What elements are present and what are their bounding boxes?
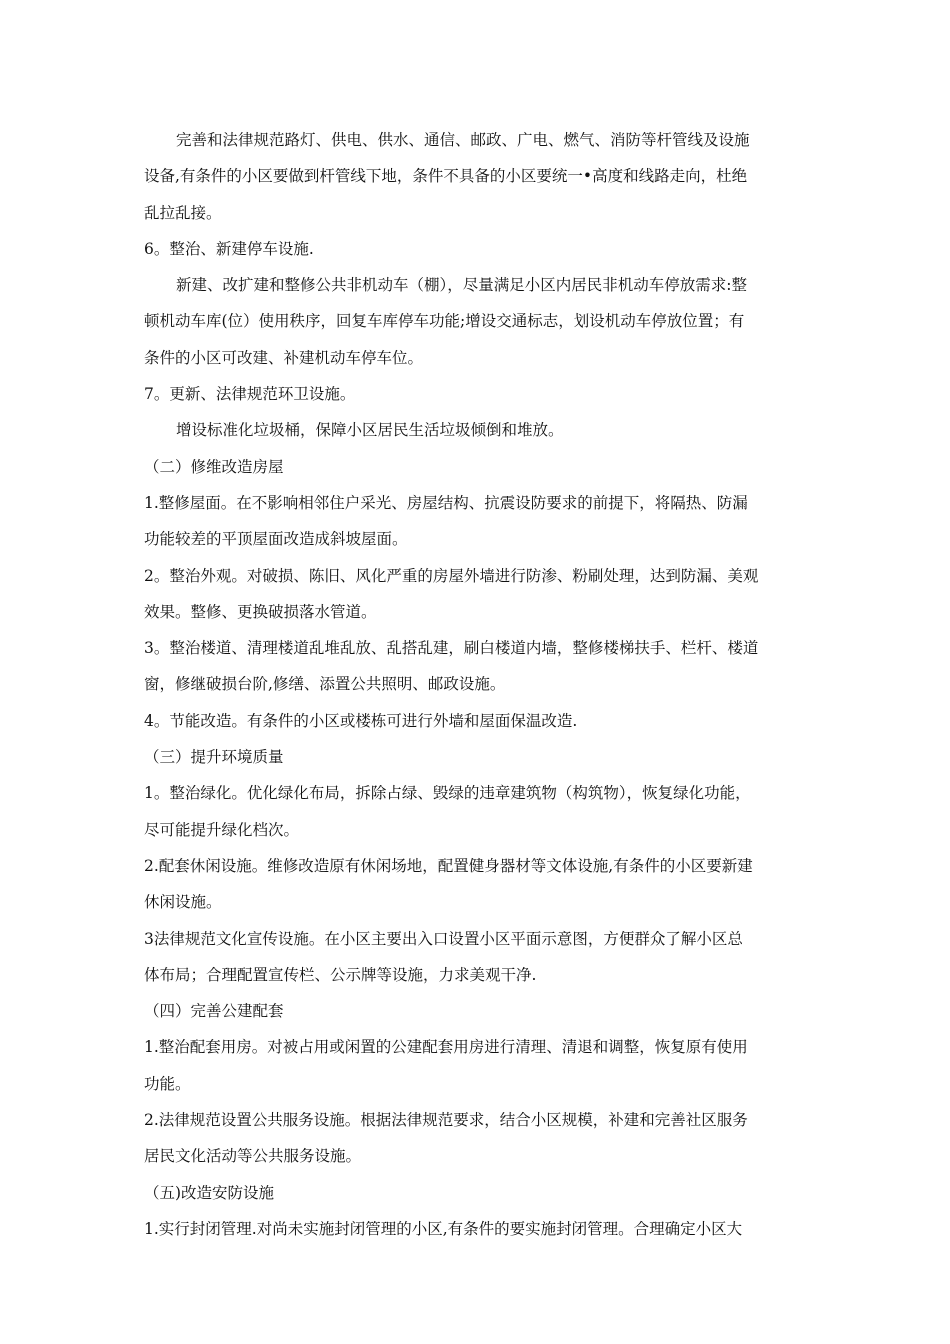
paragraph-line: 效果。整修、更换破损落水管道。 — [144, 602, 377, 621]
paragraph-line: 顿机动车库(位）使用秩序，回复车库停车功能;增设交通标志，划设机动车停放位置；有 — [144, 312, 745, 331]
paragraph-line: 功能较差的平顶屋面改造成斜坡屋面。 — [144, 530, 408, 549]
paragraph-line: 1。整治绿化。优化绿化布局，拆除占绿、毁绿的违章建筑物（构筑物），恢复绿化功能， — [144, 784, 751, 803]
paragraph-line: 2.法律规范设置公共服务设施。根据法律规范要求，结合小区规模，补建和完善社区服务 — [144, 1111, 748, 1130]
paragraph-line: 3。整治楼道、清理楼道乱堆乱放、乱搭乱建，刷白楼道内墙，整修楼梯扶手、栏杆、楼道 — [144, 639, 759, 658]
paragraph-line: 1.实行封闭管理.对尚未实施封闭管理的小区,有条件的要实施封闭管理。合理确定小区大 — [144, 1219, 743, 1238]
paragraph-line: 条件的小区可改建、补建机动车停车位。 — [144, 348, 424, 367]
section-item-heading: 6。整治、新建停车设施. — [144, 239, 314, 258]
paragraph-line: 增设标准化垃圾桶，保障小区居民生活垃圾倾倒和堆放。 — [176, 421, 564, 440]
paragraph-line: 2.配套休闲设施。维修改造原有休闲场地，配置健身器材等文体设施,有条件的小区要新建 — [144, 856, 753, 875]
section-heading: （二）修维改造房屋 — [144, 457, 284, 476]
paragraph-line: 2。整治外观。对破损、陈旧、风化严重的房屋外墙进行防渗、粉刷处理，达到防漏、美观 — [144, 566, 759, 585]
section-heading: （四）完善公建配套 — [144, 1002, 284, 1021]
section-heading: （三）提升环境质量 — [144, 748, 284, 767]
paragraph-line: 窗，修继破损台阶,修缮、添置公共照明、邮政设施。 — [144, 675, 506, 694]
section-item-heading: 7。更新、法律规范环卫设施。 — [144, 385, 356, 404]
paragraph-line: 新建、改扩建和整修公共非机动车（棚），尽量满足小区内居民非机动车停放需求:整 — [176, 276, 747, 295]
paragraph-line: 3法律规范文化宣传设施。在小区主要出入口设置小区平面示意图，方便群众了解小区总 — [144, 929, 743, 948]
document-body — [144, 122, 808, 1247]
paragraph-line: 完善和法律规范路灯、供电、供水、通信、邮政、广电、燃气、消防等杆管线及设施 — [176, 131, 750, 149]
paragraph-line: 尽可能提升绿化档次。 — [144, 820, 300, 839]
paragraph-line: 1.整修屋面。在不影响相邻住户采光、房屋结构、抗震设防要求的前提下，将隔热、防漏 — [144, 493, 748, 512]
paragraph-line: 4。节能改造。有条件的小区或楼栋可进行外墙和屋面保温改造. — [144, 711, 578, 730]
paragraph-line: 设备,有条件的小区要做到杆管线下地，条件不具备的小区要统一•高度和线路走向，杜绝 — [144, 167, 748, 186]
paragraph-line: 居民文化活动等公共服务设施。 — [144, 1147, 362, 1166]
paragraph-line: 体布局；合理配置宣传栏、公示牌等设施，力求美观干净. — [144, 965, 537, 984]
paragraph-line: 休闲设施。 — [144, 893, 222, 912]
paragraph-line: 1.整治配套用房。对被占用或闲置的公建配套用房进行清理、清退和调整，恢复原有使用 — [144, 1038, 748, 1057]
paragraph-line: 功能。 — [144, 1074, 191, 1093]
paragraph-line: 乱拉乱接。 — [144, 203, 222, 222]
section-heading: （五)改造安防设施 — [144, 1183, 275, 1202]
